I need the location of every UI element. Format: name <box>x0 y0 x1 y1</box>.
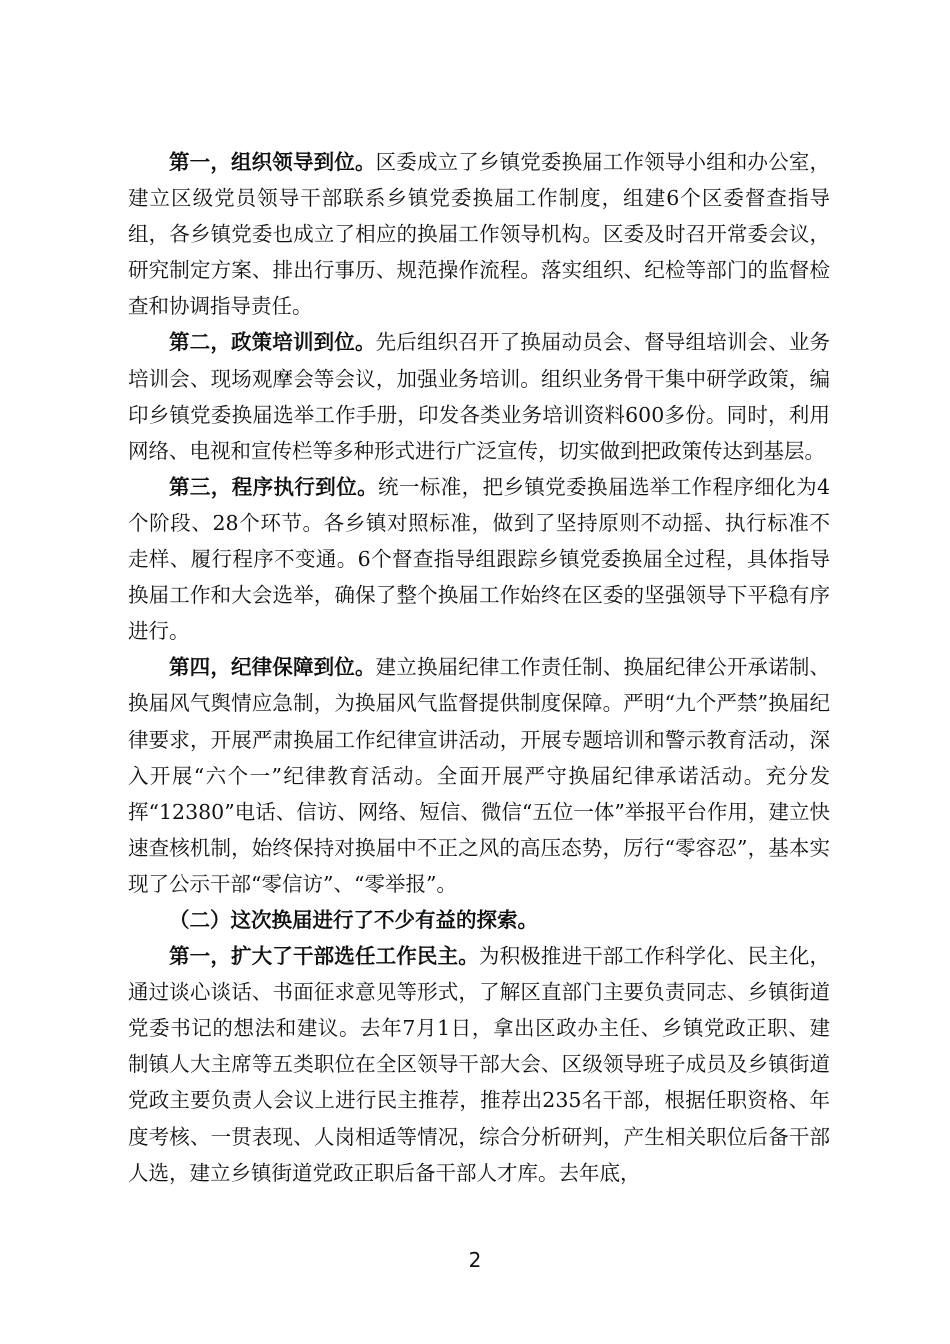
paragraph-procedure-execution <box>128 469 830 649</box>
paragraph-lead: 第一，扩大了干部选任工作民主。 <box>169 944 479 969</box>
paragraph-text: 为积极推进干部工作科学化、民主化，通过谈心谈话、书面征求意见等形式，了解区直部门主要负责同志、乡镇街道党委书记的想法和建议。去年7月1日，拿出区政办主任、乡镇党政正职、建制镇人大主席等五类职位在全区领导干部大会、区级领导班子成员及乡镇街道党政主要负责人会议上进行民主推荐，推荐出235名干部，根据任职资格、年度考核、一贯表现、人岗相适等情况，综合分析研判，产生相关职位后备干部人选，建立乡镇街道党政正职后备干部人才库。去年底， <box>128 944 831 1185</box>
paragraph-cadre-democracy <box>128 938 830 1191</box>
paragraph-lead: 第三，程序执行到位。 <box>169 474 379 499</box>
paragraph-lead: 第一，组织领导到位。 <box>169 150 376 174</box>
paragraph-text: 统一标准，把乡镇党委换届选举工作程序细化为4个阶段、28个环节。各乡镇对照标准，做到了坚持原则不动摇、执行标准不走样、履行程序不变通。6个督查指导组跟踪乡镇党委换届全过程，具体指导换届工作和大会选举，确保了整个换届工作始终在区委的坚强领导下平稳有序进行。 <box>128 474 831 644</box>
paragraph-lead: 第二，政策培训到位。 <box>169 330 376 355</box>
paragraph-lead: 第四，纪律保障到位。 <box>169 655 376 680</box>
paragraph-organization-leadership <box>128 144 830 324</box>
page-number: 2 <box>468 1248 482 1272</box>
document-body <box>128 144 830 1191</box>
section-subheading: （二）这次换届进行了不少有益的探索。 <box>169 907 538 932</box>
paragraph-text: 建立换届纪律工作责任制、换届纪律公开承诺制、换届风气舆情应急制，为换届风气监督提供制度保障。严明“九个严禁”换届纪律要求，开展严肃换届工作纪律宣讲活动，开展专题培训和警示教育活动，深入开展“六个一”纪律教育活动。全面开展严守换届纪律承诺活动。充分发挥“12380”电话、信访、网络、短信、微信“五位一体”举报平台作用，建立快速查核机制，始终保持对换届中不正之风的高压态势，厉行“零容忍”，基本实现了公示干部“零信访”、“零举报”。 <box>128 655 831 896</box>
paragraph-text: 区委成立了乡镇党委换届工作领导小组和办公室，建立区级党员领导干部联系乡镇党委换届工作制度，组建6个区委督查指导组，各乡镇党委也成立了相应的换届工作领导机构。区委及时召开常委会议，研究制定方案、排出行事历、规范操作流程。落实组织、纪检等部门的监督检查和协调指导责任。 <box>128 150 831 319</box>
paragraph-text: 先后组织召开了换届动员会、督导组培训会、业务培训会、现场观摩会等会议，加强业务培训。组织业务骨干集中研学政策，编印乡镇党委换届选举工作手册，印发各类业务培训资料600多份。同时，利用网络、电视和宣传栏等多种形式进行广泛宣传，切实做到把政策传达到基层。 <box>128 330 831 463</box>
paragraph-policy-training <box>128 324 830 468</box>
paragraph-discipline-guarantee <box>128 649 830 902</box>
